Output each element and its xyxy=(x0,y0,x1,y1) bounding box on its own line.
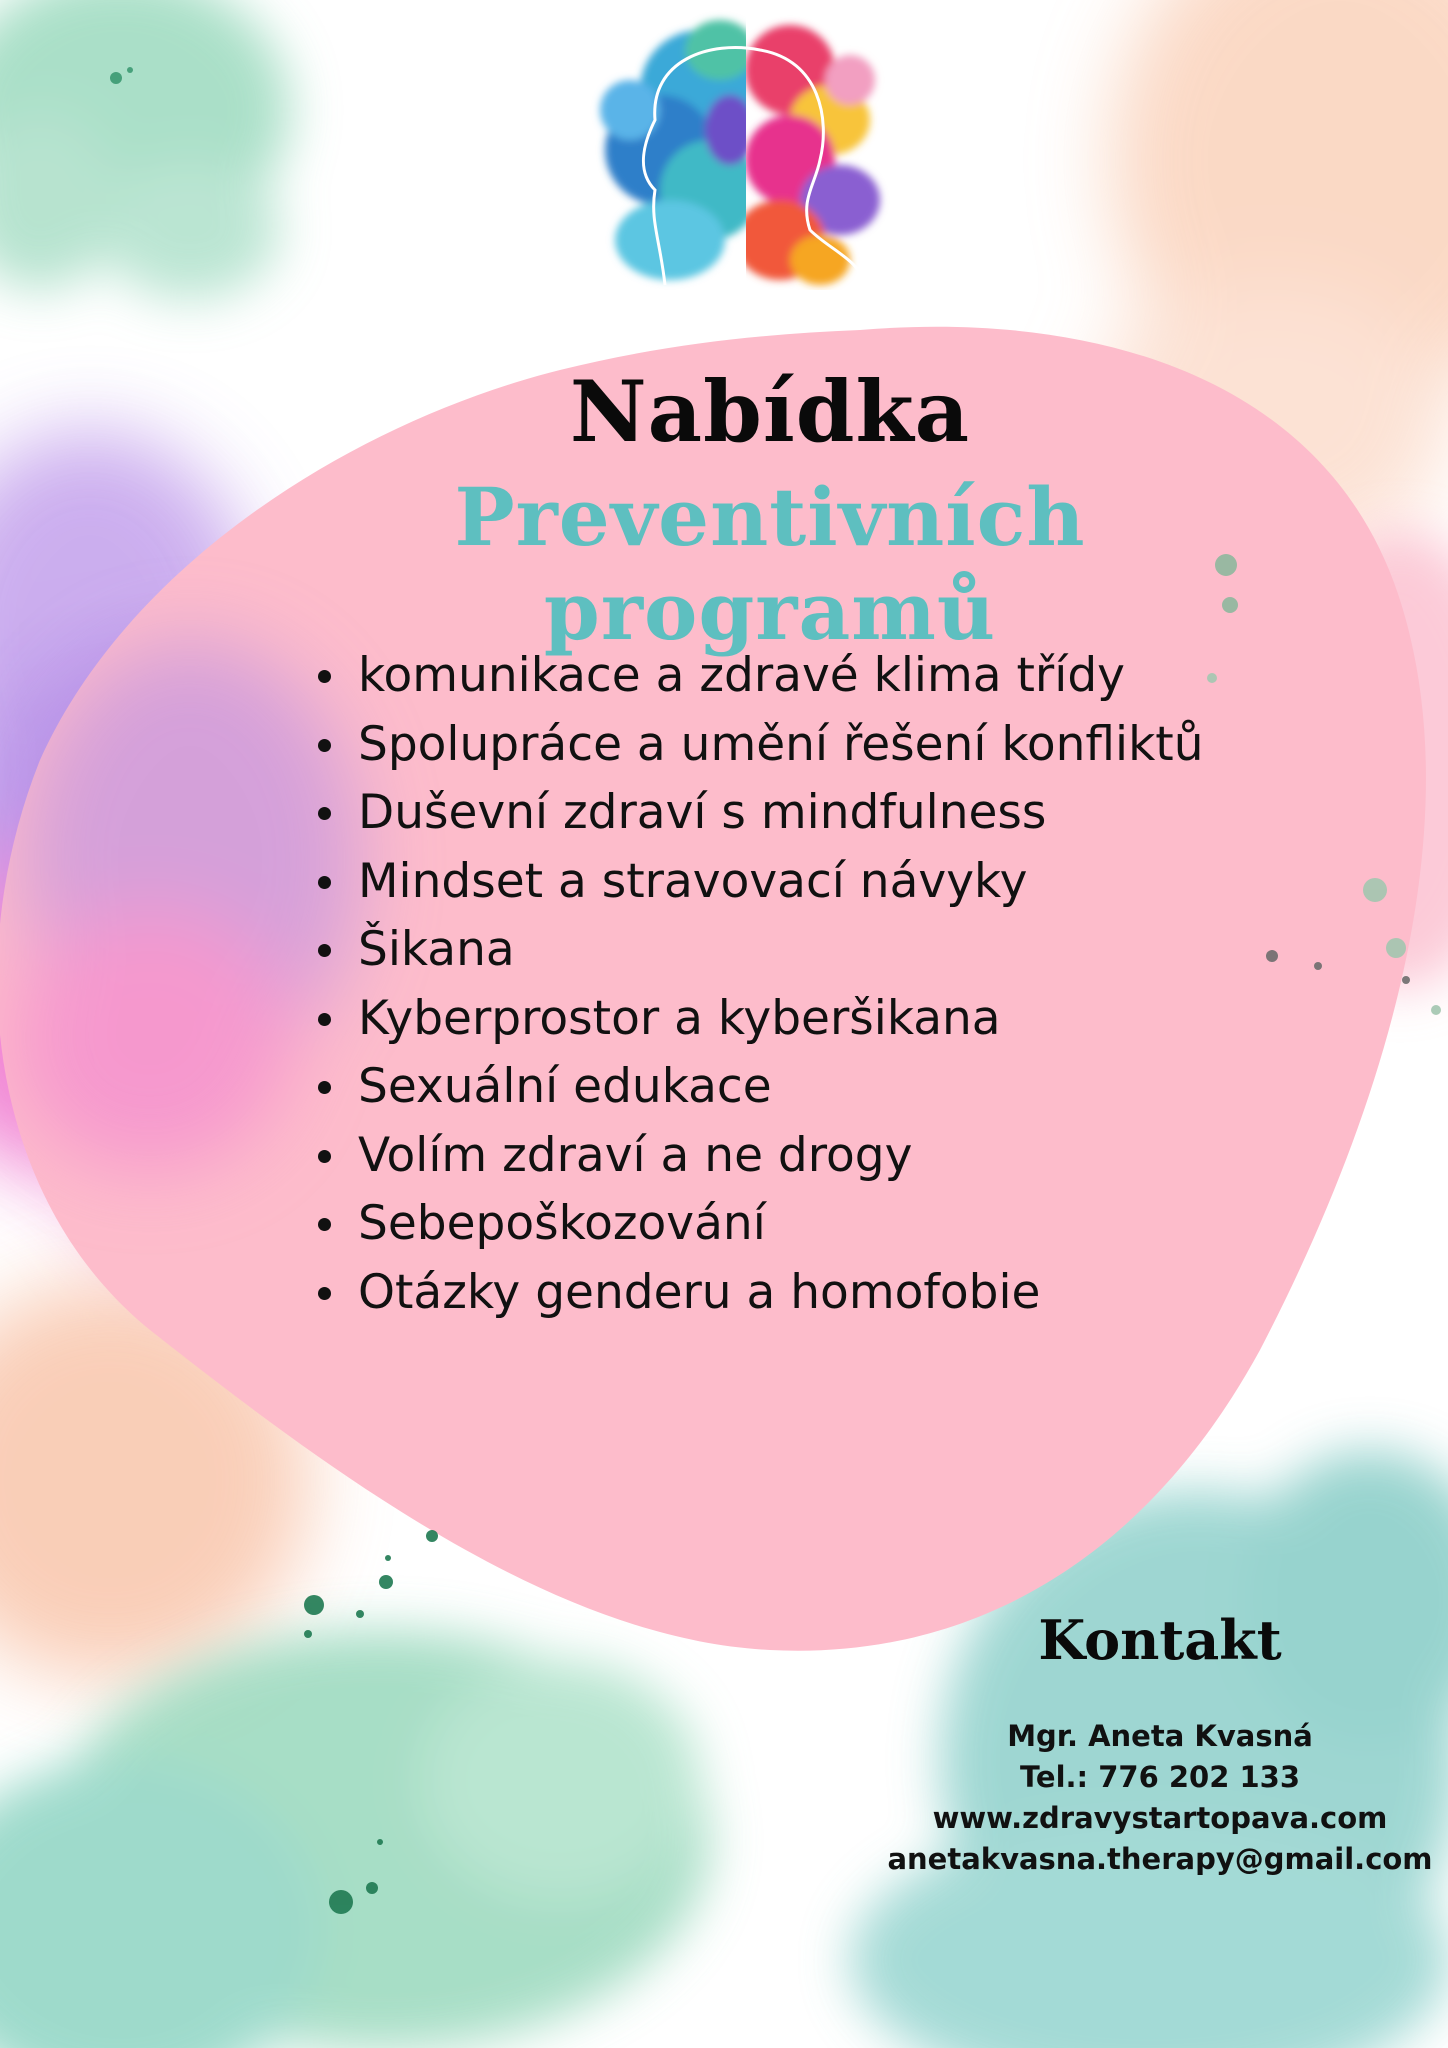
bullet-icon xyxy=(318,876,331,889)
contact-name: Mgr. Aneta Kvasná xyxy=(1007,1719,1313,1753)
list-item xyxy=(310,848,1290,917)
bullet-icon xyxy=(318,739,331,752)
page-subtitle: Preventivních programů xyxy=(454,470,1086,658)
green-splash-top-left xyxy=(0,0,290,300)
list-item-label: Šikana xyxy=(358,922,515,977)
list-item-label: komunikace a zdravé klima třídy xyxy=(358,648,1125,703)
bullet-icon xyxy=(318,1287,331,1300)
programs-list xyxy=(310,642,1290,1327)
list-item xyxy=(310,916,1290,985)
list-item xyxy=(310,779,1290,848)
contact-phone[interactable]: Tel.: 776 202 133 xyxy=(1019,1760,1301,1794)
list-item-label: Sebepoškozování xyxy=(358,1196,766,1251)
bullet-icon xyxy=(318,1013,331,1026)
list-item xyxy=(310,1190,1290,1259)
list-item-label: Kyberprostor a kyberšikana xyxy=(358,990,1001,1046)
list-item-label: Volím zdraví a ne drogy xyxy=(358,1127,913,1183)
contact-title: Kontakt xyxy=(1038,1608,1282,1672)
list-item xyxy=(310,642,1290,711)
list-item xyxy=(310,1259,1290,1328)
list-item-label: Otázky genderu a homofobie xyxy=(358,1264,1041,1320)
contact-email-link[interactable]: anetakvasna.therapy@gmail.com xyxy=(887,1842,1433,1876)
bullet-icon xyxy=(318,1081,331,1094)
list-item-label: Spolupráce a umění řešení konfliktů xyxy=(358,716,1204,772)
bullet-icon xyxy=(318,944,331,957)
bullet-icon xyxy=(318,1218,331,1231)
list-item xyxy=(310,1053,1290,1122)
list-item-label: Mindset a stravovací návyky xyxy=(358,853,1028,909)
bullet-icon xyxy=(318,1150,331,1163)
contact-website-link[interactable]: www.zdravystartopava.com xyxy=(932,1801,1388,1835)
page-title: Nabídka xyxy=(569,362,971,461)
list-item xyxy=(310,711,1290,780)
bullet-icon xyxy=(318,670,331,683)
contact-block xyxy=(880,1716,1440,1880)
list-item-label: Duševní zdraví s mindfulness xyxy=(358,785,1047,840)
bullet-icon xyxy=(318,807,331,820)
green-splash-bottom-left xyxy=(0,1630,710,2048)
list-item xyxy=(310,985,1290,1054)
list-item-label: Sexuální edukace xyxy=(358,1059,772,1114)
list-item xyxy=(310,1122,1290,1191)
watercolor-head-profile-icon xyxy=(590,0,910,290)
